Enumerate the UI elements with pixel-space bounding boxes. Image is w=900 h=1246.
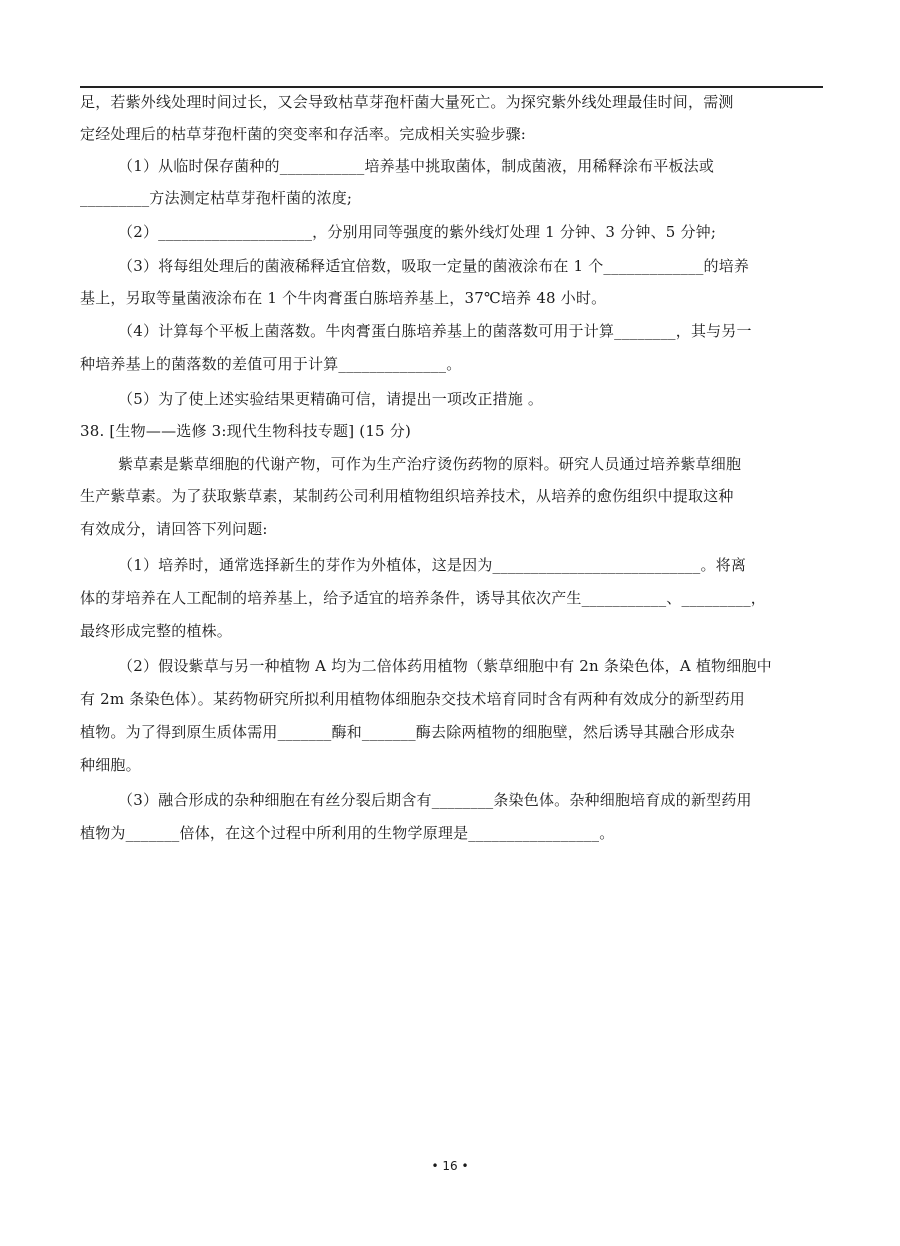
question-37-part-2: （2）____________________，分别用同等强度的紫外线灯处理 1 分钟、3 分钟、5 分钟; [118,223,717,241]
question-38-part-1: （1）培养时，通常选择新生的芽作为外植体，这是因为___________________________。将离 [118,556,747,574]
question-37-part-1: （1）从临时保存菌种的___________培养基中挑取菌体，制成菌液，用稀释涂布平板法或 [118,157,715,175]
text-line: 最终形成完整的植株。 [80,622,233,640]
text-line: 生产紫草素。为了获取紫草素，某制药公司利用植物组织培养技术，从培养的愈伤组织中提取这种 [80,487,734,505]
text-line: 体的芽培养在人工配制的培养基上，给予适宜的培养条件，诱导其依次产生___________、_________， [80,589,767,607]
text-line: 植物。为了得到原生质体需用_______酶和_______酶去除两植物的细胞壁，然后诱导其融合形成杂 [80,723,736,741]
question-38-part-3: （3）融合形成的杂种细胞在有丝分裂后期含有________条染色体。杂种细胞培育成的新型药用 [118,791,752,809]
text-line: 有效成分，请回答下列问题: [80,520,268,538]
text-line: 植物为_______倍体，在这个过程中所利用的生物学原理是_________________。 [80,824,615,842]
text-line: 种培养基上的菌落数的差值可用于计算______________。 [80,355,462,373]
text-line: 定经处理后的枯草芽孢杆菌的突变率和存活率。完成相关实验步骤: [80,125,527,143]
question-38-heading: 38. [生物——选修 3:现代生物科技专题] (15 分) [80,422,412,440]
question-38-intro: 紫草素是紫草细胞的代谢产物，可作为生产治疗烫伤药物的原料。研究人员通过培养紫草细胞 [118,455,742,473]
text-line: _________方法测定枯草芽孢杆菌的浓度; [80,189,353,207]
text-line: 足，若紫外线处理时间过长，又会导致枯草芽孢杆菌大量死亡。为探究紫外线处理最佳时间，需测 [80,93,734,111]
text-line: 有 2m 条染色体）。某药物研究所拟利用植物体细胞杂交技术培育同时含有两种有效成分的新型药用 [80,690,746,708]
text-line: 基上，另取等量菌液涂布在 1 个牛肉膏蛋白胨培养基上，37℃培养 48 小时。 [80,289,607,307]
header-rule [80,86,823,88]
text-line: 种细胞。 [80,756,141,774]
question-37-part-4: （4）计算每个平板上菌落数。牛肉膏蛋白胨培养基上的菌落数可用于计算________，其与另一 [118,322,752,340]
question-38-part-2: （2）假设紫草与另一种植物 A 均为二倍体药用植物（紫草细胞中有 2n 条染色体，A 植物细胞中 [118,657,772,675]
question-37-part-3: （3）将每组处理后的菌液稀释适宜倍数，吸取一定量的菌液涂布在 1 个_____________的培养 [118,257,750,275]
page-number: • 16 • [431,1159,469,1173]
question-37-part-5: （5）为了使上述实验结果更精确可信，请提出一项改正措施 。 [118,390,544,408]
